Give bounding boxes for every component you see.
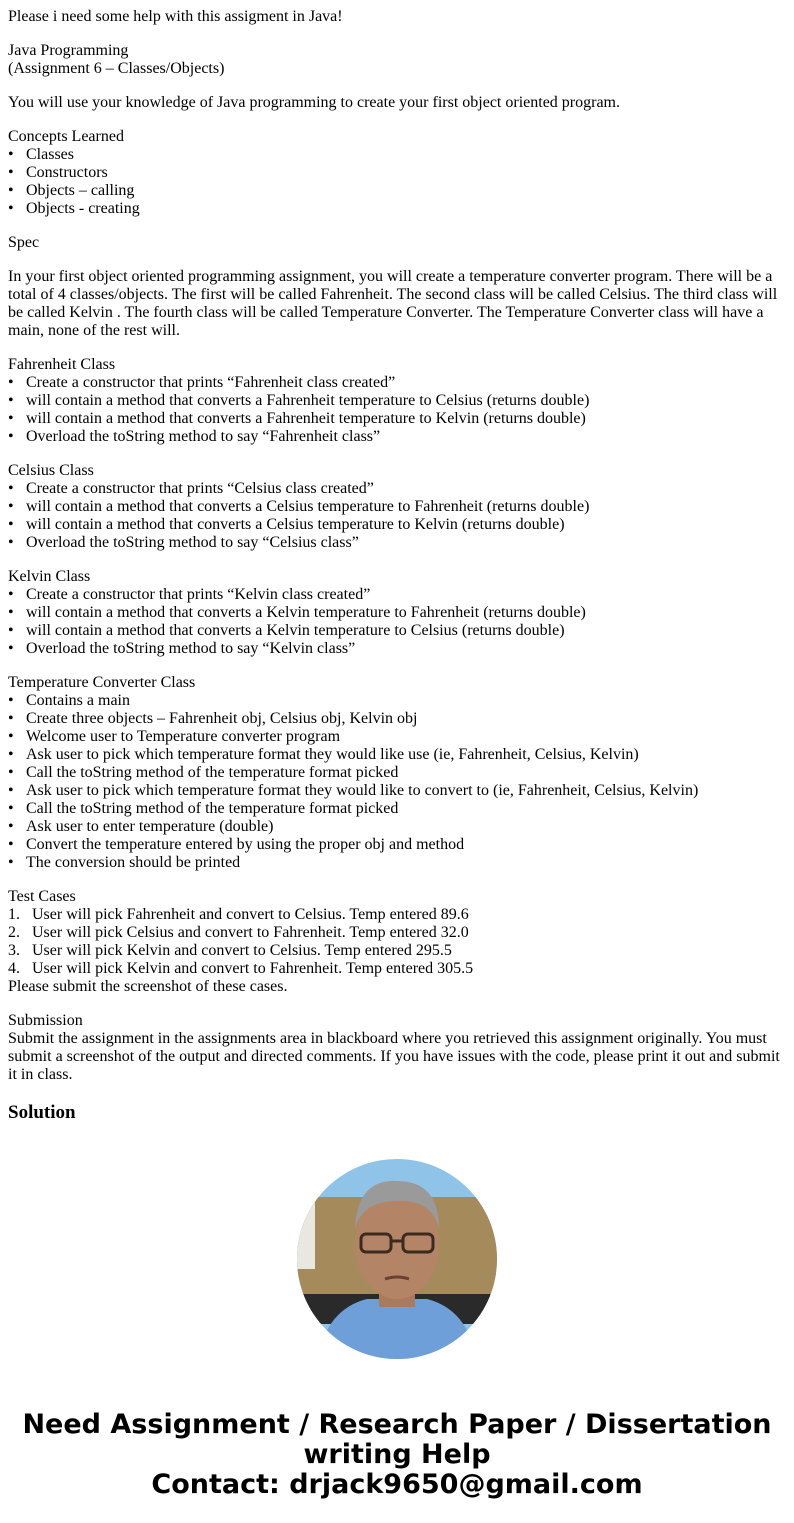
text-line (8, 94, 786, 112)
paragraph (8, 268, 786, 340)
line-text: Test Cases (8, 888, 76, 905)
line-text: will contain a method that converts a Fahrenheit temperature to Kelvin (returns double) (26, 410, 586, 427)
list-item (8, 516, 786, 534)
bullet-marker: • (8, 836, 14, 853)
line-text: Overload the toString method to say “Kelvin class” (26, 640, 356, 657)
line-text: Temperature Converter Class (8, 674, 196, 691)
line-text: User will pick Kelvin and convert to Fahrenheit. Temp entered 305.5 (32, 960, 474, 977)
line-text: Contains a main (26, 692, 130, 709)
paragraph (8, 462, 786, 552)
paragraph (8, 128, 786, 218)
line-text: Create three objects – Fahrenheit obj, Celsius obj, Kelvin obj (26, 710, 418, 727)
bullet-marker: • (8, 692, 14, 709)
banner-line-1: Need Assignment / Research Paper / Dissertation (22, 1409, 772, 1440)
paragraph (8, 356, 786, 446)
line-text: User will pick Celsius and convert to Fahrenheit. Temp entered 32.0 (32, 924, 469, 941)
line-text: Submit the assignment in the assignments area in blackboard where you retrieved this assignment originally. You must submit a screenshot of the output and directed comments. If you have issues with the code, please print it out and submit it in class. (8, 1030, 780, 1083)
contact-banner (8, 1410, 786, 1500)
list-item (8, 960, 786, 978)
bullet-marker: • (8, 640, 14, 657)
text-line (8, 268, 786, 340)
banner-contact: Contact: drjack9650@gmail.com (151, 1469, 643, 1500)
bullet-marker: • (8, 710, 14, 727)
text-line (8, 128, 786, 146)
line-text: In your first object oriented programming assignment, you will create a temperature converter program. There will be a total of 4 classes/objects. The first will be called Fahrenheit. The second class will be called Celsius. The third class will be called Kelvin . The fourth class will be called Temperature Converter. The Temperature Converter class will have a main, none of the rest will. (8, 268, 778, 339)
bullet-marker: • (8, 746, 14, 763)
list-item (8, 924, 786, 942)
text-line (8, 1012, 786, 1030)
paragraph (8, 674, 786, 872)
line-text: Overload the toString method to say “Fahrenheit class” (26, 428, 381, 445)
list-item (8, 480, 786, 498)
line-text: Call the toString method of the temperature format picked (26, 764, 399, 781)
bullet-marker: • (8, 604, 14, 621)
list-item (8, 182, 786, 200)
line-text: The conversion should be printed (26, 854, 241, 871)
line-text: User will pick Kelvin and convert to Celsius. Temp entered 295.5 (32, 942, 452, 959)
line-text: You will use your knowledge of Java programming to create your first object oriented program. (8, 94, 620, 111)
text-line (8, 42, 786, 60)
line-text: Objects – calling (26, 182, 135, 199)
text-line (8, 60, 786, 78)
line-text: Java Programming (8, 42, 129, 59)
text-line (8, 462, 786, 480)
line-text: Concepts Learned (8, 128, 124, 145)
line-text: Overload the toString method to say “Celsius class” (26, 534, 359, 551)
line-text: Celsius Class (8, 462, 94, 479)
line-text: Ask user to pick which temperature format they would like use (ie, Fahrenheit, Celsius, Kelvin) (26, 746, 639, 763)
text-line (8, 568, 786, 586)
bullet-marker: • (8, 516, 14, 533)
line-text: Fahrenheit Class (8, 356, 116, 373)
list-item (8, 640, 786, 658)
bullet-marker: • (8, 534, 14, 551)
list-item (8, 764, 786, 782)
line-text: User will pick Fahrenheit and convert to Celsius. Temp entered 89.6 (32, 906, 469, 923)
list-item (8, 710, 786, 728)
list-item (8, 746, 786, 764)
number-marker: 1. (8, 906, 20, 923)
line-text: will contain a method that converts a Fahrenheit temperature to Celsius (returns double) (26, 392, 590, 409)
list-item (8, 410, 786, 428)
bullet-marker: • (8, 428, 14, 445)
bullet-marker: • (8, 586, 14, 603)
line-text: Call the toString method of the temperature format picked (26, 800, 399, 817)
list-item (8, 622, 786, 640)
list-item (8, 534, 786, 552)
line-text: Submission (8, 1012, 83, 1029)
author-photo-container (8, 1159, 786, 1359)
list-item (8, 200, 786, 218)
bullet-marker: • (8, 182, 14, 199)
line-text: Ask user to pick which temperature format they would like to convert to (ie, Fahrenheit, Celsius, Kelvin) (26, 782, 699, 799)
list-item (8, 782, 786, 800)
bullet-marker: • (8, 200, 14, 217)
line-text: Create a constructor that prints “Celsius class created” (26, 480, 374, 497)
line-text: will contain a method that converts a Celsius temperature to Fahrenheit (returns double) (26, 498, 590, 515)
text-line (8, 978, 786, 996)
paragraph (8, 1012, 786, 1084)
list-item (8, 586, 786, 604)
paragraph (8, 42, 786, 78)
bullet-marker: • (8, 728, 14, 745)
list-item (8, 498, 786, 516)
text-line (8, 1030, 786, 1084)
text-line (8, 8, 786, 26)
number-marker: 4. (8, 960, 20, 977)
line-text: Ask user to enter temperature (double) (26, 818, 274, 835)
bullet-marker: • (8, 164, 14, 181)
bullet-marker: • (8, 854, 14, 871)
list-item (8, 906, 786, 924)
paragraph (8, 94, 786, 112)
text-line (8, 674, 786, 692)
line-text: Classes (26, 146, 74, 163)
paragraph (8, 568, 786, 658)
line-text: Welcome user to Temperature converter program (26, 728, 341, 745)
list-item (8, 604, 786, 622)
line-text: Please i need some help with this assigment in Java! (8, 8, 343, 25)
question-body (8, 8, 786, 1084)
line-text: will contain a method that converts a Kelvin temperature to Fahrenheit (returns double) (26, 604, 586, 621)
text-line (8, 356, 786, 374)
list-item (8, 392, 786, 410)
list-item (8, 146, 786, 164)
list-item (8, 942, 786, 960)
line-text: Constructors (26, 164, 108, 181)
list-item (8, 374, 786, 392)
line-text: Convert the temperature entered by using the proper obj and method (26, 836, 465, 853)
line-text: Objects - creating (26, 200, 140, 217)
line-text: Please submit the screenshot of these cases. (8, 978, 288, 995)
list-item (8, 836, 786, 854)
number-marker: 3. (8, 942, 20, 959)
line-text: (Assignment 6 – Classes/Objects) (8, 60, 225, 77)
bullet-marker: • (8, 800, 14, 817)
bullet-marker: • (8, 410, 14, 427)
list-item (8, 164, 786, 182)
list-item (8, 728, 786, 746)
bullet-marker: • (8, 818, 14, 835)
bullet-marker: • (8, 498, 14, 515)
bullet-marker: • (8, 374, 14, 391)
author-photo (297, 1159, 497, 1359)
bullet-marker: • (8, 622, 14, 639)
bullet-marker: • (8, 782, 14, 799)
paragraph (8, 888, 786, 996)
paragraph (8, 8, 786, 26)
line-text: Spec (8, 234, 40, 251)
paragraph (8, 234, 786, 252)
text-line (8, 234, 786, 252)
bullet-marker: • (8, 764, 14, 781)
banner-line-2: writing Help (303, 1439, 491, 1470)
list-item (8, 692, 786, 710)
list-item (8, 818, 786, 836)
line-text: will contain a method that converts a Celsius temperature to Kelvin (returns double) (26, 516, 565, 533)
bullet-marker: • (8, 392, 14, 409)
list-item (8, 854, 786, 872)
bullet-marker: • (8, 480, 14, 497)
list-item (8, 800, 786, 818)
number-marker: 2. (8, 924, 20, 941)
line-text: Kelvin Class (8, 568, 91, 585)
bullet-marker: • (8, 146, 14, 163)
solution-heading: Solution (8, 1102, 76, 1123)
line-text: Create a constructor that prints “Fahrenheit class created” (26, 374, 396, 391)
text-line (8, 888, 786, 906)
line-text: will contain a method that converts a Kelvin temperature to Celsius (returns double) (26, 622, 565, 639)
line-text: Create a constructor that prints “Kelvin class created” (26, 586, 371, 603)
list-item (8, 428, 786, 446)
